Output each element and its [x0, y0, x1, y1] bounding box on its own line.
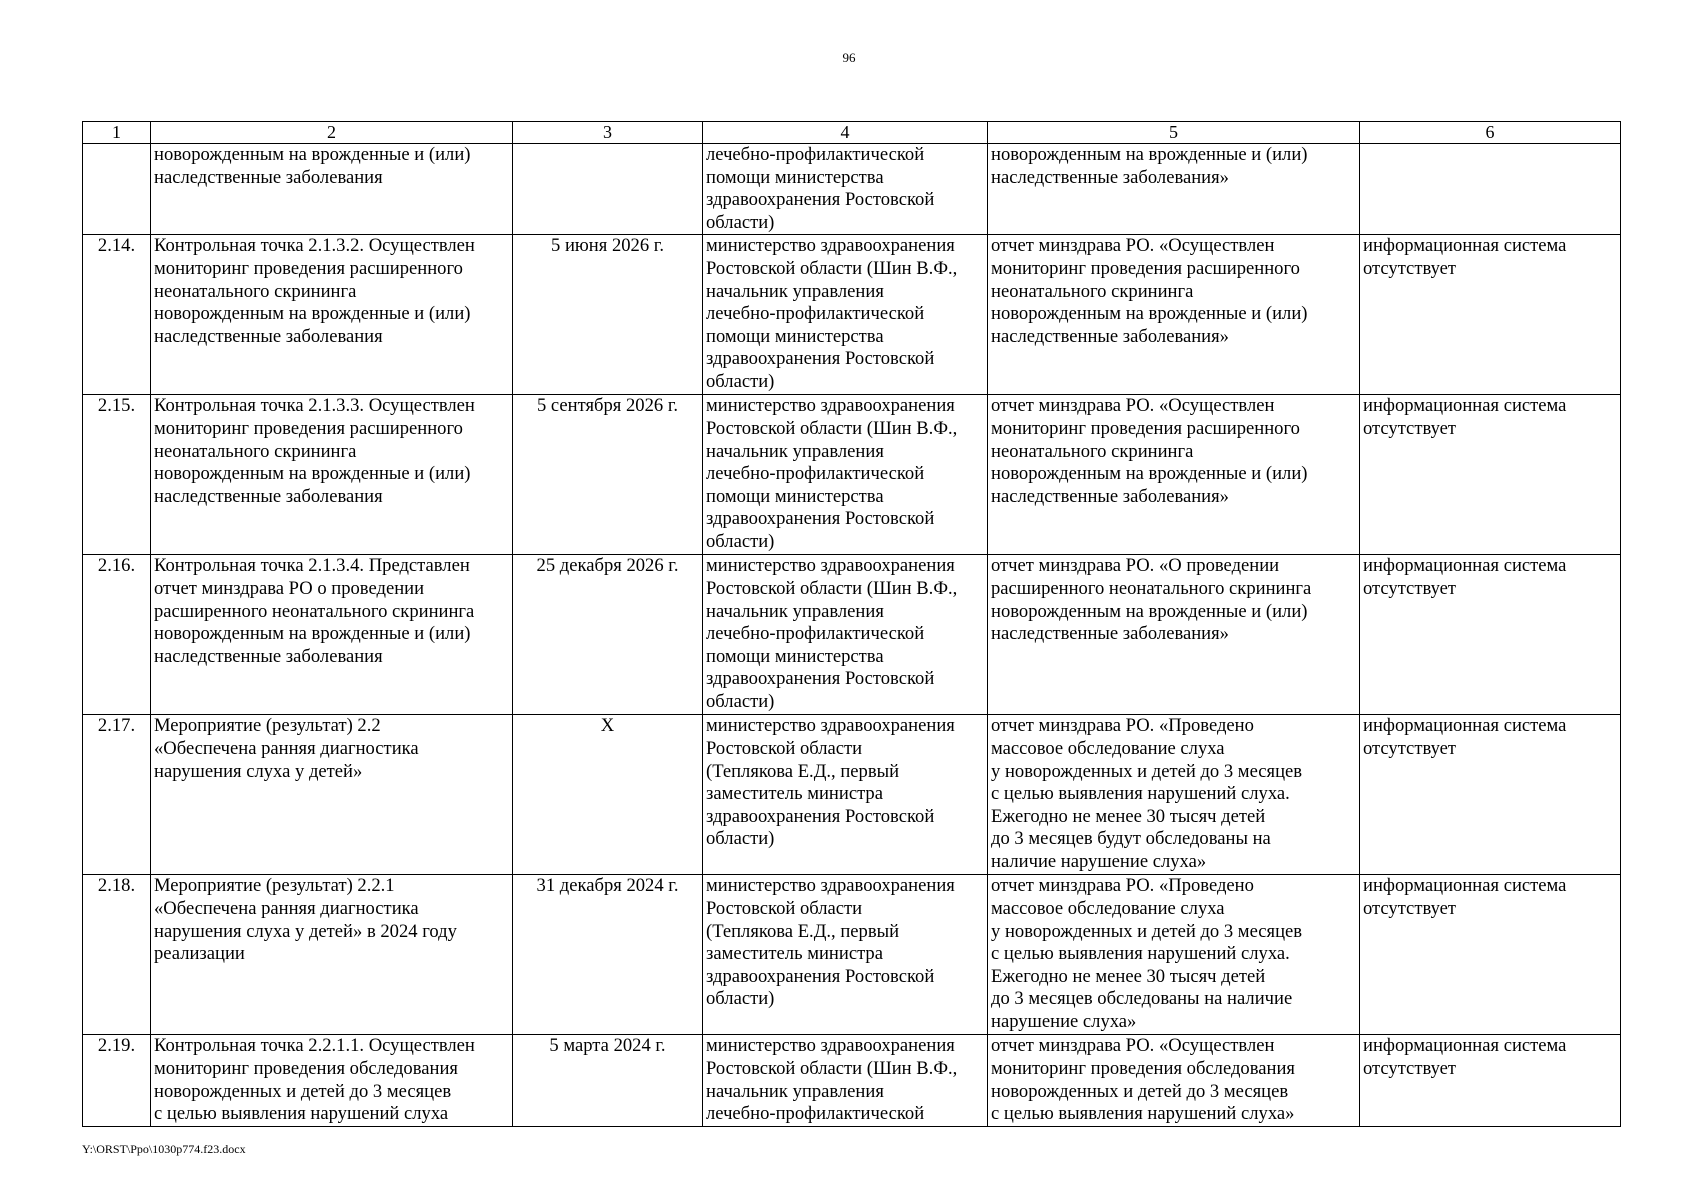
cell-text-line: наследственные заболевания» [991, 325, 1229, 347]
cell-text-line: начальник управления [706, 280, 884, 302]
cell-text-line: информационная система [1363, 715, 1567, 737]
cell-text-line: мониторинг проведения обследования [154, 1057, 458, 1079]
cell-text-line: новорожденным на врожденные и (или) [154, 144, 471, 165]
cell-text-line: информационная система [1363, 555, 1567, 577]
cell-text-line: информационная система [1363, 395, 1567, 417]
event-name-cell [151, 1035, 513, 1126]
cell-text-line: информационная система [1363, 1035, 1567, 1057]
cell-text-line: Ежегодно не менее 30 тысяч детей [991, 805, 1266, 827]
deadline-cell: 31 декабря 2024 г. [513, 875, 703, 1035]
cell-text-line: лечебно-профилактической [706, 623, 925, 645]
cell-text-line: мониторинг проведения расширенного [154, 417, 463, 439]
cell-text-line: Ростовской области (Шин В.Ф., [706, 577, 958, 599]
cell-text-line: Контрольная точка 2.2.1.1. Осуществлен [154, 1035, 475, 1057]
cell-text-line: у новорожденных и детей до 3 месяцев [991, 920, 1303, 942]
result-document-cell [988, 715, 1360, 875]
cell-text-line: начальник управления [706, 1080, 884, 1102]
table-row [83, 715, 1621, 875]
footer-file-path: Y:\ORST\Ppo\1030p774.f23.docx [82, 1142, 246, 1156]
cell-text-line: здравоохранения Ростовской [706, 805, 935, 827]
cell-text-line: реализации [154, 943, 245, 965]
cell-text-line: министерство здравоохранения [706, 715, 955, 737]
cell-text-line: министерство здравоохранения [706, 395, 955, 417]
responsible-cell [703, 555, 988, 715]
cell-text-line: новорожденным на врожденные и (или) [991, 600, 1308, 622]
event-name-cell [151, 715, 513, 875]
header-col-1: 1 [83, 122, 151, 144]
cell-text-line: Ежегодно не менее 30 тысяч детей [991, 965, 1266, 987]
information-system-cell [1360, 555, 1621, 715]
cell-text-line: Контрольная точка 2.1.3.2. Осуществлен [154, 235, 475, 257]
deadline-cell: 25 декабря 2026 г. [513, 555, 703, 715]
cell-text-line: расширенного неонатального скрининга [154, 600, 475, 622]
cell-text-line: неонатального скрининга [154, 440, 357, 462]
cell-text-line: отсутствует [1363, 1057, 1457, 1079]
cell-text-line: отсутствует [1363, 737, 1457, 759]
row-number-cell: 2.14. [83, 235, 151, 395]
cell-text-line: области) [706, 530, 775, 552]
cell-text-line: новорожденным на врожденные и (или) [991, 303, 1308, 325]
cell-text-line: новорожденных и детей до 3 месяцев [991, 1080, 1289, 1102]
cell-text-line: расширенного неонатального скрининга [991, 577, 1312, 599]
cell-text-line: помощи министерства [706, 325, 884, 347]
information-system-cell [1360, 715, 1621, 875]
cell-text-line: заместитель министра [706, 943, 883, 965]
result-document-cell [988, 144, 1360, 235]
cell-text-line: мониторинг проведения расширенного [154, 257, 463, 279]
cell-text-line: неонатального скрининга [991, 440, 1194, 462]
cell-text-line: «Обеспечена ранняя диагностика [154, 897, 419, 919]
responsible-cell [703, 875, 988, 1035]
deadline-cell: 5 сентября 2026 г. [513, 395, 703, 555]
table-row [83, 235, 1621, 395]
cell-text-line: у новорожденных и детей до 3 месяцев [991, 760, 1303, 782]
cell-text-line: здравоохранения Ростовской [706, 668, 935, 690]
cell-text-line: новорожденным на врожденные и (или) [154, 463, 471, 485]
cell-text-line: новорожденным на врожденные и (или) [991, 463, 1308, 485]
header-col-2: 2 [151, 122, 513, 144]
cell-text-line: Ростовской области (Шин В.Ф., [706, 1057, 958, 1079]
cell-text-line: до 3 месяцев будут обследованы на [991, 828, 1271, 850]
row-number-cell: 2.19. [83, 1035, 151, 1126]
cell-text-line: наследственные заболевания [154, 166, 383, 188]
header-col-4: 4 [703, 122, 988, 144]
cell-text-line: лечебно-профилактической [706, 1103, 925, 1125]
cell-text-line: «Обеспечена ранняя диагностика [154, 737, 419, 759]
cell-text-line: отчет минздрава РО. «О проведении [991, 555, 1280, 577]
cell-text-line: Ростовской области [706, 737, 863, 759]
header-col-5: 5 [988, 122, 1360, 144]
event-name-cell [151, 144, 513, 235]
deadline-cell [513, 144, 703, 235]
cell-text-line: с целью выявления нарушений слуха» [991, 1103, 1295, 1125]
information-system-cell [1360, 1035, 1621, 1126]
cell-text-line: Ростовской области (Шин В.Ф., [706, 257, 958, 279]
result-document-cell [988, 555, 1360, 715]
result-document-cell [988, 1035, 1360, 1126]
cell-text-line: массовое обследование слуха [991, 897, 1225, 919]
cell-text-line: Ростовской области [706, 897, 863, 919]
cell-text-line: информационная система [1363, 875, 1567, 897]
result-document-cell [988, 875, 1360, 1035]
cell-text-line: отчет минздрава РО о проведении [154, 577, 425, 599]
cell-text-line: наследственные заболевания [154, 325, 383, 347]
cell-text-line: нарушение слуха» [991, 1010, 1137, 1032]
cell-text-line: новорожденным на врожденные и (или) [154, 623, 471, 645]
information-system-cell [1360, 395, 1621, 555]
row-number-cell: 2.16. [83, 555, 151, 715]
cell-text-line: области) [706, 211, 775, 233]
cell-text-line: отчет минздрава РО. «Осуществлен [991, 1035, 1275, 1057]
cell-text-line: наследственные заболевания» [991, 485, 1229, 507]
cell-text-line: министерство здравоохранения [706, 1035, 955, 1057]
responsible-cell [703, 235, 988, 395]
cell-text-line: мониторинг проведения обследования [991, 1057, 1295, 1079]
cell-text-line: наследственные заболевания [154, 485, 383, 507]
row-number-cell: 2.18. [83, 875, 151, 1035]
cell-text-line: Ростовской области (Шин В.Ф., [706, 417, 958, 439]
cell-text-line: с целью выявления нарушений слуха. [991, 783, 1290, 805]
event-name-cell [151, 395, 513, 555]
cell-text-line: отчет минздрава РО. «Осуществлен [991, 235, 1275, 257]
header-col-3: 3 [513, 122, 703, 144]
responsible-cell [703, 144, 988, 235]
table-row [83, 1035, 1621, 1126]
cell-text-line: помощи министерства [706, 485, 884, 507]
cell-text-line: отчет минздрава РО. «Осуществлен [991, 395, 1275, 417]
deadline-cell: 5 июня 2026 г. [513, 235, 703, 395]
cell-text-line: министерство здравоохранения [706, 235, 955, 257]
event-name-cell [151, 235, 513, 395]
cell-text-line: лечебно-профилактической [706, 144, 925, 165]
cell-text-line: нарушения слуха у детей» [154, 760, 363, 782]
cell-text-line: отчет минздрава РО. «Проведено [991, 875, 1254, 897]
cell-text-line: лечебно-профилактической [706, 463, 925, 485]
cell-text-line: здравоохранения Ростовской [706, 965, 935, 987]
cell-text-line: мониторинг проведения расширенного [991, 257, 1300, 279]
column-number-header-row [83, 122, 1621, 144]
cell-text-line: здравоохранения Ростовской [706, 508, 935, 530]
table-row [83, 875, 1621, 1035]
event-name-cell [151, 555, 513, 715]
responsible-cell [703, 395, 988, 555]
cell-text-line: области) [706, 370, 775, 392]
cell-text-line: Мероприятие (результат) 2.2 [154, 715, 381, 737]
cell-text-line: Мероприятие (результат) 2.2.1 [154, 875, 395, 897]
deadline-cell: 5 марта 2024 г. [513, 1035, 703, 1126]
cell-text-line: (Теплякова Е.Д., первый [706, 920, 900, 942]
cell-text-line: здравоохранения Ростовской [706, 348, 935, 370]
cell-text-line: новорожденным на врожденные и (или) [154, 303, 471, 325]
cell-text-line: отсутствует [1363, 577, 1457, 599]
cell-text-line: до 3 месяцев обследованы на наличие [991, 988, 1293, 1010]
cell-text-line: Контрольная точка 2.1.3.4. Представлен [154, 555, 470, 577]
cell-text-line: с целью выявления нарушений слуха. [991, 943, 1290, 965]
table-row [83, 555, 1621, 715]
cell-text-line: помощи министерства [706, 645, 884, 667]
responsible-cell [703, 715, 988, 875]
cell-text-line: Контрольная точка 2.1.3.3. Осуществлен [154, 395, 475, 417]
cell-text-line: неонатального скрининга [991, 280, 1194, 302]
cell-text-line: помощи министерства [706, 166, 884, 188]
cell-text-line: с целью выявления нарушений слуха [154, 1103, 449, 1125]
cell-text-line: мониторинг проведения расширенного [991, 417, 1300, 439]
row-number-cell: 2.15. [83, 395, 151, 555]
information-system-cell [1360, 875, 1621, 1035]
cell-text-line: отсутствует [1363, 897, 1457, 919]
information-system-cell [1360, 235, 1621, 395]
row-number-cell: 2.17. [83, 715, 151, 875]
table-row [83, 144, 1621, 235]
cell-text-line: начальник управления [706, 600, 884, 622]
cell-text-line: новорожденным на врожденные и (или) [991, 144, 1308, 165]
cell-text-line: отсутствует [1363, 257, 1457, 279]
cell-text-line: министерство здравоохранения [706, 875, 955, 897]
cell-text-line: (Теплякова Е.Д., первый [706, 760, 900, 782]
table-row [83, 395, 1621, 555]
cell-text-line: информационная система [1363, 235, 1567, 257]
page-number: 96 [842, 50, 856, 65]
cell-text-line: области) [706, 690, 775, 712]
cell-text-line: отчет минздрава РО. «Проведено [991, 715, 1254, 737]
cell-text-line: заместитель министра [706, 783, 883, 805]
cell-text-line: наследственные заболевания [154, 645, 383, 667]
deadline-cell: X [513, 715, 703, 875]
cell-text-line: области) [706, 828, 775, 850]
cell-text-line: наследственные заболевания» [991, 623, 1229, 645]
header-col-6: 6 [1360, 122, 1621, 144]
cell-text-line: области) [706, 988, 775, 1010]
cell-text-line: лечебно-профилактической [706, 303, 925, 325]
cell-text-line: нарушения слуха у детей» в 2024 году [154, 920, 457, 942]
plan-table [82, 121, 1621, 1127]
result-document-cell [988, 395, 1360, 555]
result-document-cell [988, 235, 1360, 395]
cell-text-line: начальник управления [706, 440, 884, 462]
cell-text-line: наличие нарушение слуха» [991, 850, 1207, 872]
cell-text-line: здравоохранения Ростовской [706, 189, 935, 211]
cell-text-line: новорожденных и детей до 3 месяцев [154, 1080, 452, 1102]
responsible-cell [703, 1035, 988, 1126]
table-body [83, 144, 1621, 1127]
cell-text-line: отсутствует [1363, 417, 1457, 439]
cell-text-line: наследственные заболевания» [991, 166, 1229, 188]
cell-text-line: министерство здравоохранения [706, 555, 955, 577]
row-number-cell [83, 144, 151, 235]
information-system-cell [1360, 144, 1621, 235]
cell-text-line: неонатального скрининга [154, 280, 357, 302]
cell-text-line: массовое обследование слуха [991, 737, 1225, 759]
event-name-cell [151, 875, 513, 1035]
